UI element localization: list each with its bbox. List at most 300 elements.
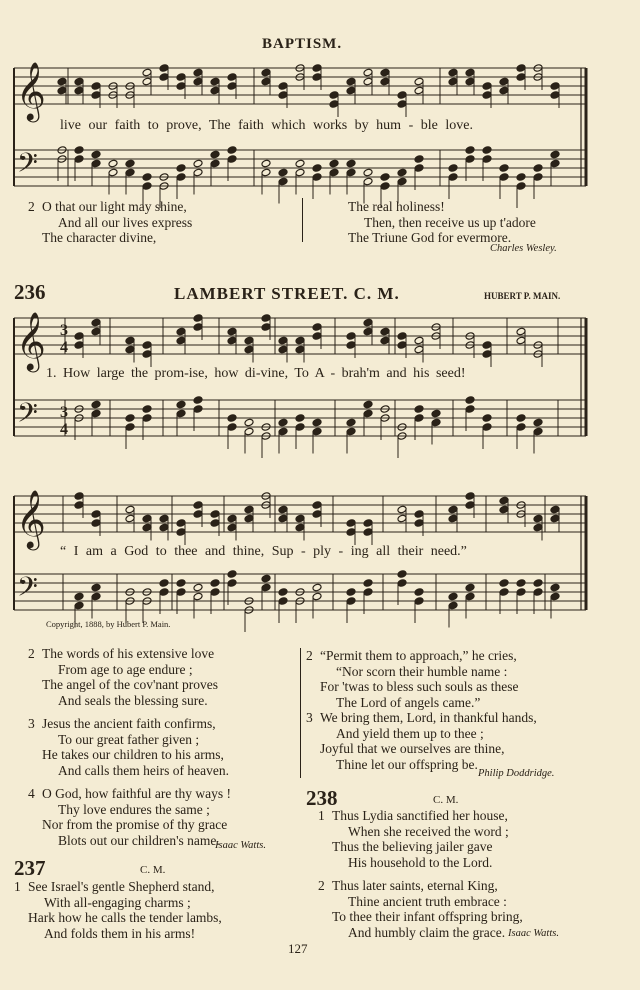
note-head: [363, 588, 373, 597]
note-head: [278, 505, 288, 514]
note-head: [346, 597, 356, 606]
stanza-line-text: Thy love endures the same ;: [58, 801, 210, 817]
bass-clef-icon: 𝄢: [17, 571, 38, 609]
meter-237: C. M.: [140, 864, 166, 876]
note-head: [142, 182, 152, 191]
note-head: [278, 588, 288, 597]
stanza-line: [14, 926, 222, 942]
note-head: [176, 82, 186, 91]
stanza-line: [334, 215, 536, 231]
note-head: [329, 168, 339, 177]
note-head: [550, 592, 560, 601]
note-head: [499, 496, 509, 505]
note-head: [380, 77, 390, 86]
stanza-line-text: And all our lives express: [58, 214, 193, 230]
note-head: [397, 168, 407, 177]
copyright-notice: Copyright, 1888, by Hubert P. Main.: [46, 619, 171, 629]
note-head: [193, 583, 203, 592]
stanza-line: [14, 895, 222, 911]
note-head: [414, 164, 424, 173]
note-head: [176, 409, 186, 418]
stanza-2-right: [334, 199, 536, 246]
stanza-number: 1: [14, 879, 21, 894]
stanza-line: [14, 879, 222, 895]
note-head: [227, 423, 237, 432]
note-head: [278, 177, 288, 186]
note-head: [346, 332, 356, 341]
note-head: [482, 350, 492, 359]
note-head: [74, 86, 84, 95]
note-head: [244, 418, 254, 427]
note-head: [516, 64, 526, 73]
note-head: [465, 155, 475, 164]
note-head: [210, 150, 220, 159]
note-head: [261, 314, 271, 323]
note-head: [533, 588, 543, 597]
note-head: [448, 164, 458, 173]
note-head: [91, 327, 101, 336]
stanza-line: [28, 716, 231, 732]
stanza-line-text: And folds them in his arms!: [44, 925, 196, 941]
note-head: [550, 82, 560, 91]
column-divider-2: [300, 648, 301, 778]
note-head: [193, 592, 203, 601]
note-head: [176, 336, 186, 345]
note-head: [278, 345, 288, 354]
note-head: [176, 579, 186, 588]
stanza-line: [306, 710, 537, 726]
treble-clef-icon: 𝄞: [16, 489, 46, 548]
note-head: [550, 505, 560, 514]
note-head: [91, 150, 101, 159]
note-head: [193, 314, 203, 323]
note-head: [210, 579, 220, 588]
stanza-line: [28, 662, 231, 678]
note-head: [210, 159, 220, 168]
note-head: [295, 523, 305, 532]
time-signature-bottom: 4: [60, 421, 68, 438]
note-head: [227, 514, 237, 523]
note-head: [499, 164, 509, 173]
note-head: [193, 159, 203, 168]
note-head: [516, 327, 526, 336]
stanza-line-text: For 'twas to bless such souls as these: [320, 679, 519, 694]
note-head: [57, 86, 67, 95]
note-head: [227, 570, 237, 579]
stanza-line-text: The Triune God for evermore.: [348, 230, 512, 245]
author-isaac-watts-right: Isaac Watts.: [508, 928, 559, 939]
note-head: [142, 414, 152, 423]
stanza-237: [14, 879, 222, 941]
note-head: [210, 510, 220, 519]
stanza-line-text: The angel of the cov'nant proves: [42, 677, 218, 692]
stanza-2-left: [28, 199, 192, 246]
time-signature-top: 3: [60, 404, 68, 421]
note-head: [465, 405, 475, 414]
note-head: [431, 409, 441, 418]
note-head: [278, 168, 288, 177]
note-head: [414, 414, 424, 423]
note-head: [176, 173, 186, 182]
hymn-number-236: 236: [14, 280, 46, 304]
note-head: [176, 73, 186, 82]
stanza-number: 1: [318, 808, 325, 823]
stanza-number: 2: [318, 878, 325, 893]
note-head: [465, 396, 475, 405]
composer: HUBERT P. MAIN.: [484, 291, 561, 301]
stanza-line: [28, 646, 231, 662]
stanza-line-text: Nor from the promise of thy grace: [42, 817, 228, 832]
bass-clef-icon: 𝄢: [17, 397, 38, 435]
stanza-line-text: “Nor scorn their humble name :: [336, 663, 508, 679]
note-head: [159, 514, 169, 523]
note-head: [108, 168, 118, 177]
note-head: [482, 414, 492, 423]
note-head: [431, 418, 441, 427]
stanza-line: [306, 648, 537, 664]
note-head: [244, 427, 254, 436]
note-head: [397, 332, 407, 341]
stanza-line-text: Blots out our children's name.: [58, 832, 220, 848]
note-head: [125, 345, 135, 354]
stanza-line-text: He takes our children to his arms,: [42, 747, 224, 762]
note-head: [210, 519, 220, 528]
note-head: [516, 588, 526, 597]
note-head: [363, 168, 373, 177]
author-isaac-watts-left: Isaac Watts.: [215, 840, 266, 851]
note-head: [193, 77, 203, 86]
note-head: [465, 492, 475, 501]
note-head: [448, 505, 458, 514]
note-head: [397, 505, 407, 514]
note-head: [278, 597, 288, 606]
stanza-line: [318, 808, 523, 824]
stanza-line: [28, 677, 231, 693]
note-head: [295, 159, 305, 168]
page-number: 127: [288, 941, 308, 956]
stanza-line-text: With all-engaging charms ;: [44, 894, 191, 910]
hymn-number-237: 237: [14, 856, 46, 880]
note-head: [465, 501, 475, 510]
stanza-line: [28, 230, 192, 246]
section-title: BAPTISM.: [262, 36, 343, 52]
stanzas-left-column: [28, 646, 231, 856]
note-head: [533, 173, 543, 182]
note-head: [176, 327, 186, 336]
time-signature-bottom: 4: [60, 339, 68, 356]
stanza-line-text: And calls them heirs of heaven.: [58, 762, 229, 778]
stanza-line: [318, 894, 523, 910]
stanza-line: [318, 855, 523, 871]
note-head: [227, 336, 237, 345]
note-head: [533, 514, 543, 523]
note-head: [193, 405, 203, 414]
stanza-line-text: See Israel's gentle Shepherd stand,: [28, 879, 215, 894]
stanza-line-text: Thus the believing jailer gave: [332, 839, 493, 854]
note-head: [346, 159, 356, 168]
note-head: [414, 519, 424, 528]
note-head: [397, 341, 407, 350]
note-head: [261, 323, 271, 332]
note-head: [346, 418, 356, 427]
note-head: [91, 409, 101, 418]
note-head: [193, 68, 203, 77]
time-signature-top: 3: [60, 322, 68, 339]
note-head: [448, 592, 458, 601]
stanza-line: [14, 910, 222, 926]
note-head: [346, 588, 356, 597]
stanza-line: [318, 909, 523, 925]
note-head: [448, 173, 458, 182]
note-head: [159, 579, 169, 588]
stanza-line: [28, 786, 231, 802]
note-head: [159, 588, 169, 597]
note-head: [125, 336, 135, 345]
note-head: [346, 427, 356, 436]
note-head: [482, 91, 492, 100]
stanza-number: 3: [28, 716, 35, 731]
note-head: [244, 345, 254, 354]
note-head: [499, 505, 509, 514]
note-head: [414, 336, 424, 345]
note-head: [193, 501, 203, 510]
note-head: [448, 514, 458, 523]
note-head: [550, 150, 560, 159]
note-head: [295, 345, 305, 354]
note-head: [125, 414, 135, 423]
note-head: [312, 501, 322, 510]
stanza-line: [306, 664, 537, 680]
note-head: [516, 423, 526, 432]
note-head: [380, 182, 390, 191]
note-head: [482, 423, 492, 432]
hymn-number-238: 238: [306, 786, 338, 810]
stanza-line: [306, 741, 537, 757]
stanza-number: 2: [28, 199, 35, 214]
note-head: [74, 77, 84, 86]
note-head: [227, 155, 237, 164]
note-head: [414, 345, 424, 354]
note-head: [74, 592, 84, 601]
stanza-number: 2: [306, 648, 313, 663]
note-head: [295, 336, 305, 345]
note-head: [499, 77, 509, 86]
author-charles-wesley: Charles Wesley.: [490, 243, 557, 254]
note-head: [142, 405, 152, 414]
note-head: [91, 583, 101, 592]
stanza-line-text: O that our light may shine,: [42, 199, 187, 214]
note-head: [346, 519, 356, 528]
stanza-line-text: His household to the Lord.: [348, 854, 493, 870]
note-head: [499, 588, 509, 597]
note-head: [108, 159, 118, 168]
note-head: [397, 570, 407, 579]
note-head: [312, 164, 322, 173]
note-head: [363, 177, 373, 186]
note-head: [74, 601, 84, 610]
stanza-line-text: To thee their infant offspring bring,: [332, 909, 523, 924]
note-head: [329, 91, 339, 100]
note-head: [278, 427, 288, 436]
note-head: [363, 409, 373, 418]
stanza-line: [28, 763, 231, 779]
stanza-line-text: Thine ancient truth embrace :: [348, 893, 507, 909]
note-head: [499, 86, 509, 95]
note-head: [550, 514, 560, 523]
stanza-line-text: The character divine,: [42, 230, 157, 245]
note-head: [312, 583, 322, 592]
note-head: [499, 579, 509, 588]
note-head: [142, 350, 152, 359]
note-head: [193, 396, 203, 405]
note-head: [465, 146, 475, 155]
note-head: [295, 168, 305, 177]
note-head: [516, 414, 526, 423]
note-head: [261, 574, 271, 583]
note-head: [227, 146, 237, 155]
note-head: [414, 77, 424, 86]
stanza-line-text: And yield them up to thee ;: [336, 725, 484, 741]
note-head: [380, 327, 390, 336]
author-philip-doddridge: Philip Doddridge.: [478, 768, 555, 779]
note-head: [227, 73, 237, 82]
stanza-line: [28, 817, 231, 833]
note-head: [414, 510, 424, 519]
stanza-line-text: Jesus the ancient faith confirms,: [42, 716, 216, 731]
bass-clef-icon: 𝄢: [17, 147, 38, 185]
note-head: [261, 168, 271, 177]
note-head: [550, 91, 560, 100]
stanza-line: [306, 695, 537, 711]
note-head: [193, 323, 203, 332]
stanza-line: [306, 726, 537, 742]
treble-clef-icon: 𝄞: [16, 311, 46, 370]
note-head: [244, 514, 254, 523]
note-head: [516, 579, 526, 588]
note-head: [176, 400, 186, 409]
meter-238: C. M.: [433, 794, 459, 806]
note-head: [346, 168, 356, 177]
note-head: [278, 91, 288, 100]
note-head: [380, 173, 390, 182]
stanza-line-text: Hark how he calls the tender lambs,: [28, 910, 222, 925]
stanza-line-text: Thus Lydia sanctified her house,: [332, 808, 508, 823]
note-head: [550, 583, 560, 592]
note-head: [278, 82, 288, 91]
note-head: [176, 528, 186, 537]
note-head: [244, 505, 254, 514]
stanza-line: [318, 878, 523, 894]
stanza-line: [28, 199, 192, 215]
note-head: [465, 583, 475, 592]
stanza-line-text: The real holiness!: [348, 199, 445, 214]
note-head: [125, 505, 135, 514]
stanza-line-text: And humbly claim the grace.: [348, 924, 506, 940]
note-head: [346, 341, 356, 350]
stanza-line: [28, 833, 231, 849]
note-head: [346, 77, 356, 86]
stanza-line-text: “Permit them to approach,” he cries,: [320, 648, 517, 663]
note-head: [74, 155, 84, 164]
note-head: [533, 418, 543, 427]
note-head: [482, 82, 492, 91]
note-head: [363, 327, 373, 336]
column-divider: [302, 198, 303, 242]
note-head: [91, 82, 101, 91]
note-head: [499, 173, 509, 182]
note-head: [533, 579, 543, 588]
note-head: [176, 519, 186, 528]
note-head: [91, 318, 101, 327]
note-head: [363, 528, 373, 537]
note-head: [550, 159, 560, 168]
stanza-line: [28, 747, 231, 763]
note-head: [210, 588, 220, 597]
note-head: [312, 510, 322, 519]
stanza-line-text: The words of his extensive love: [42, 646, 215, 661]
note-head: [142, 68, 152, 77]
note-head: [278, 336, 288, 345]
note-head: [363, 68, 373, 77]
note-head: [74, 146, 84, 155]
stanza-line-text: From age to age endure ;: [58, 661, 193, 677]
stanza-line: [28, 693, 231, 709]
note-head: [482, 341, 492, 350]
stanza-line: [318, 839, 523, 855]
note-head: [125, 423, 135, 432]
note-head: [142, 341, 152, 350]
note-head: [397, 579, 407, 588]
note-head: [278, 418, 288, 427]
note-head: [465, 68, 475, 77]
stanza-line-text: Thine let our offspring be.: [336, 756, 478, 772]
note-head: [448, 601, 458, 610]
note-head: [448, 68, 458, 77]
note-head: [465, 77, 475, 86]
note-head: [516, 182, 526, 191]
note-head: [261, 583, 271, 592]
note-head: [414, 588, 424, 597]
note-head: [312, 173, 322, 182]
note-head: [380, 68, 390, 77]
stanza-line: [28, 215, 192, 231]
note-head: [516, 173, 526, 182]
hymn-title: LAMBERT STREET. C. M.: [174, 284, 400, 303]
note-head: [159, 64, 169, 73]
note-head: [329, 159, 339, 168]
note-head: [312, 418, 322, 427]
note-head: [414, 155, 424, 164]
stanza-line-text: And seals the blessing sure.: [58, 692, 208, 708]
note-head: [482, 155, 492, 164]
note-head: [57, 77, 67, 86]
note-head: [74, 501, 84, 510]
stanza-line-text: When she received the word ;: [348, 823, 509, 839]
note-head: [74, 341, 84, 350]
stanza-line-text: Thus later saints, eternal King,: [332, 878, 498, 893]
note-head: [516, 336, 526, 345]
stanza-line: [334, 199, 536, 215]
lyric-line-1: 1. How large the prom-ise, how di-vine, To A - brah'm and his seed!: [46, 366, 466, 381]
stanza-number: 4: [28, 786, 35, 801]
stanza-line-text: We bring them, Lord, in thankful hands,: [320, 710, 537, 725]
stanzas-right-column: [306, 648, 537, 772]
note-head: [397, 177, 407, 186]
note-head: [142, 173, 152, 182]
note-head: [125, 159, 135, 168]
note-head: [414, 405, 424, 414]
note-head: [312, 323, 322, 332]
